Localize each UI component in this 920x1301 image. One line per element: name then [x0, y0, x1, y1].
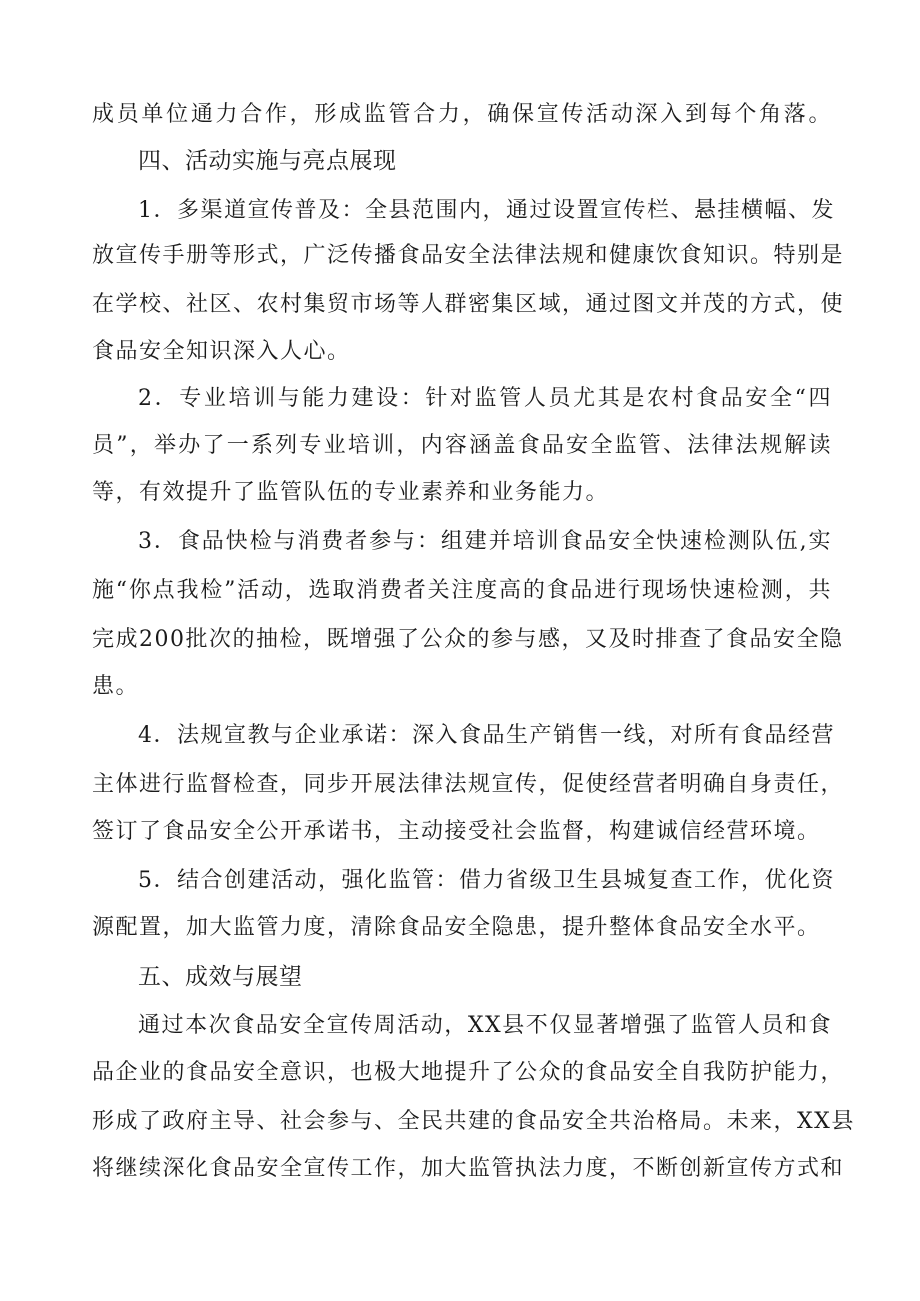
paragraph-line: 4．法规宣教与企业承诺：深入食品生产销售一线，对所有食品经营	[138, 723, 835, 748]
paragraph-line: 源配置，加大监管力度，清除食品安全隐患，提升整体食品安全水平。	[92, 915, 821, 940]
section-heading-4: 四、活动实施与亮点展现	[138, 148, 397, 174]
paragraph-line: 形成了政府主导、社会参与、全民共建的食品安全共治格局。未来，XX县	[92, 1109, 855, 1134]
section-heading-5: 五、成效与展望	[138, 964, 303, 990]
paragraph-line: 完成200批次的抽检，既增强了公众的参与感，又及时排查了食品安全隐	[92, 627, 844, 652]
paragraph-line: 通过本次食品安全宣传周活动，XX县不仅显著增强了监管人员和食	[138, 1013, 832, 1038]
paragraph-line: 5．结合创建活动，强化监管：借力省级卫生县城复查工作，优化资	[138, 868, 835, 893]
paragraph-line: 等，有效提升了监管队伍的专业素养和业务能力。	[92, 480, 610, 505]
paragraph-line: 主体进行监督检查，同步开展法律法规宣传，促使经营者明确自身责任，	[92, 772, 845, 797]
paragraph-line: 员”，举办了一系列专业培训，内容涵盖食品安全监管、法律法规解读	[92, 433, 832, 458]
paragraph-line: 成员单位通力合作，形成监管合力，确保宣传活动深入到每个角落。	[92, 102, 832, 127]
paragraph-line: 签订了食品安全公开承诺书，主动接受社会监督，构建诚信经营环境。	[92, 819, 821, 844]
paragraph-line: 1．多渠道宣传普及：全县范围内，通过设置宣传栏、悬挂横幅、发	[138, 198, 835, 223]
paragraph-line: 3．食品快检与消费者参与：组建并培训食品安全快速检测队伍,实	[138, 529, 832, 554]
paragraph-line: 放宣传手册等形式，广泛传播食品安全法律法规和健康饮食知识。特别是	[92, 243, 845, 268]
paragraph-line: 患。	[92, 674, 140, 699]
paragraph-line: 2．专业培训与能力建设：针对监管人员尤其是农村食品安全“四	[138, 386, 832, 411]
paragraph-line: 在学校、社区、农村集贸市场等人群密集区域，通过图文并茂的方式，使	[92, 292, 845, 317]
paragraph-line: 施“你点我检”活动，选取消费者关注度高的食品进行现场快速检测，共	[92, 578, 832, 603]
paragraph-line: 将继续深化食品安全宣传工作，加大监管执法力度，不断创新宣传方式和	[92, 1156, 845, 1181]
paragraph-line: 品企业的食品安全意识，也极大地提升了公众的食品安全自我防护能力，	[92, 1060, 845, 1085]
paragraph-line: 食品安全知识深入人心。	[92, 339, 351, 364]
